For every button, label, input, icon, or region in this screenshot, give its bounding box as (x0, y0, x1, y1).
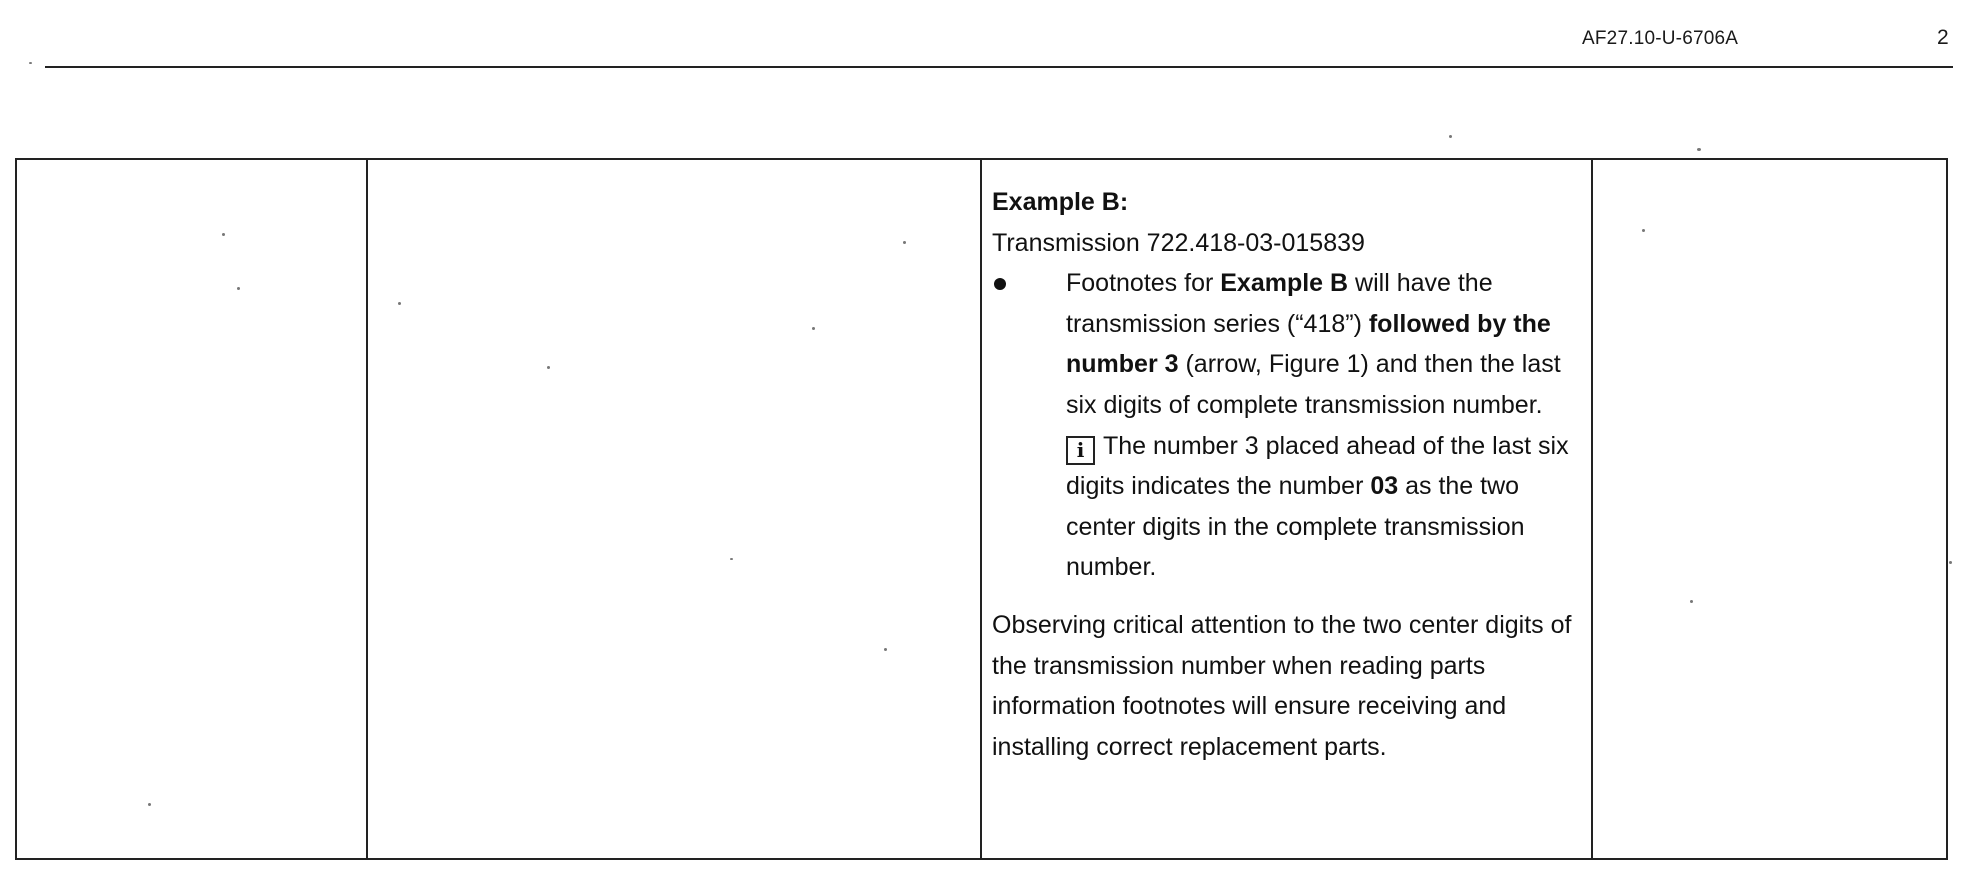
scan-speck (547, 366, 550, 369)
table-column-3 (982, 160, 1593, 858)
bullet-text (1066, 263, 1581, 588)
scan-speck (812, 327, 815, 330)
page-number: 2 (1937, 26, 1949, 49)
scan-speck (1642, 229, 1645, 232)
scan-speck (1949, 561, 1952, 564)
scan-speck (884, 648, 887, 651)
note-text-part: The number 3 placed ahead of the last six digits indicates the number (1066, 431, 1569, 501)
scan-speck (148, 803, 151, 806)
table-column-4 (1593, 160, 1946, 858)
closing-paragraph: Observing critical attention to the two center digits of the transmission number when reading parts information footnotes will ensure receiving and installing correct replacement parts. (992, 610, 1572, 761)
note-text-part: as the two center digits in the complete transmission number. (1066, 472, 1525, 582)
bullet-text-part: (arrow, Figure 1) and then the last six digits of complete transmission number. (1066, 350, 1561, 419)
document-code: AF27.10-U-6706A (1582, 28, 1739, 49)
bullet-text-part: Footnotes for (1066, 269, 1221, 298)
scan-speck (29, 62, 32, 64)
example-heading: Example B: (992, 188, 1129, 216)
scan-speck (903, 241, 906, 244)
bullet-text-part: will have the transmission series (“418”) (1066, 269, 1493, 338)
scan-speck (398, 302, 401, 305)
bullet-item (992, 263, 1581, 588)
transmission-line: Transmission 722.418-03-015839 (992, 228, 1365, 257)
note-text-bold: 03 (1370, 472, 1399, 501)
info-icon: i (1066, 436, 1095, 465)
scan-speck (1697, 148, 1701, 151)
bullet-icon (994, 278, 1006, 290)
table-column-2 (368, 160, 982, 858)
header-rule (45, 66, 1953, 68)
scan-speck (1449, 135, 1452, 138)
scan-speck (222, 233, 225, 236)
scan-speck (1690, 600, 1693, 603)
bullet-text-bold: Example B (1220, 269, 1349, 298)
info-note (1066, 426, 1581, 588)
scan-speck (730, 558, 733, 560)
content-table (15, 158, 1948, 860)
table-column-1 (17, 160, 368, 858)
scan-speck (237, 287, 240, 290)
bullet-text-bold: followed by the number 3 (1066, 309, 1551, 379)
